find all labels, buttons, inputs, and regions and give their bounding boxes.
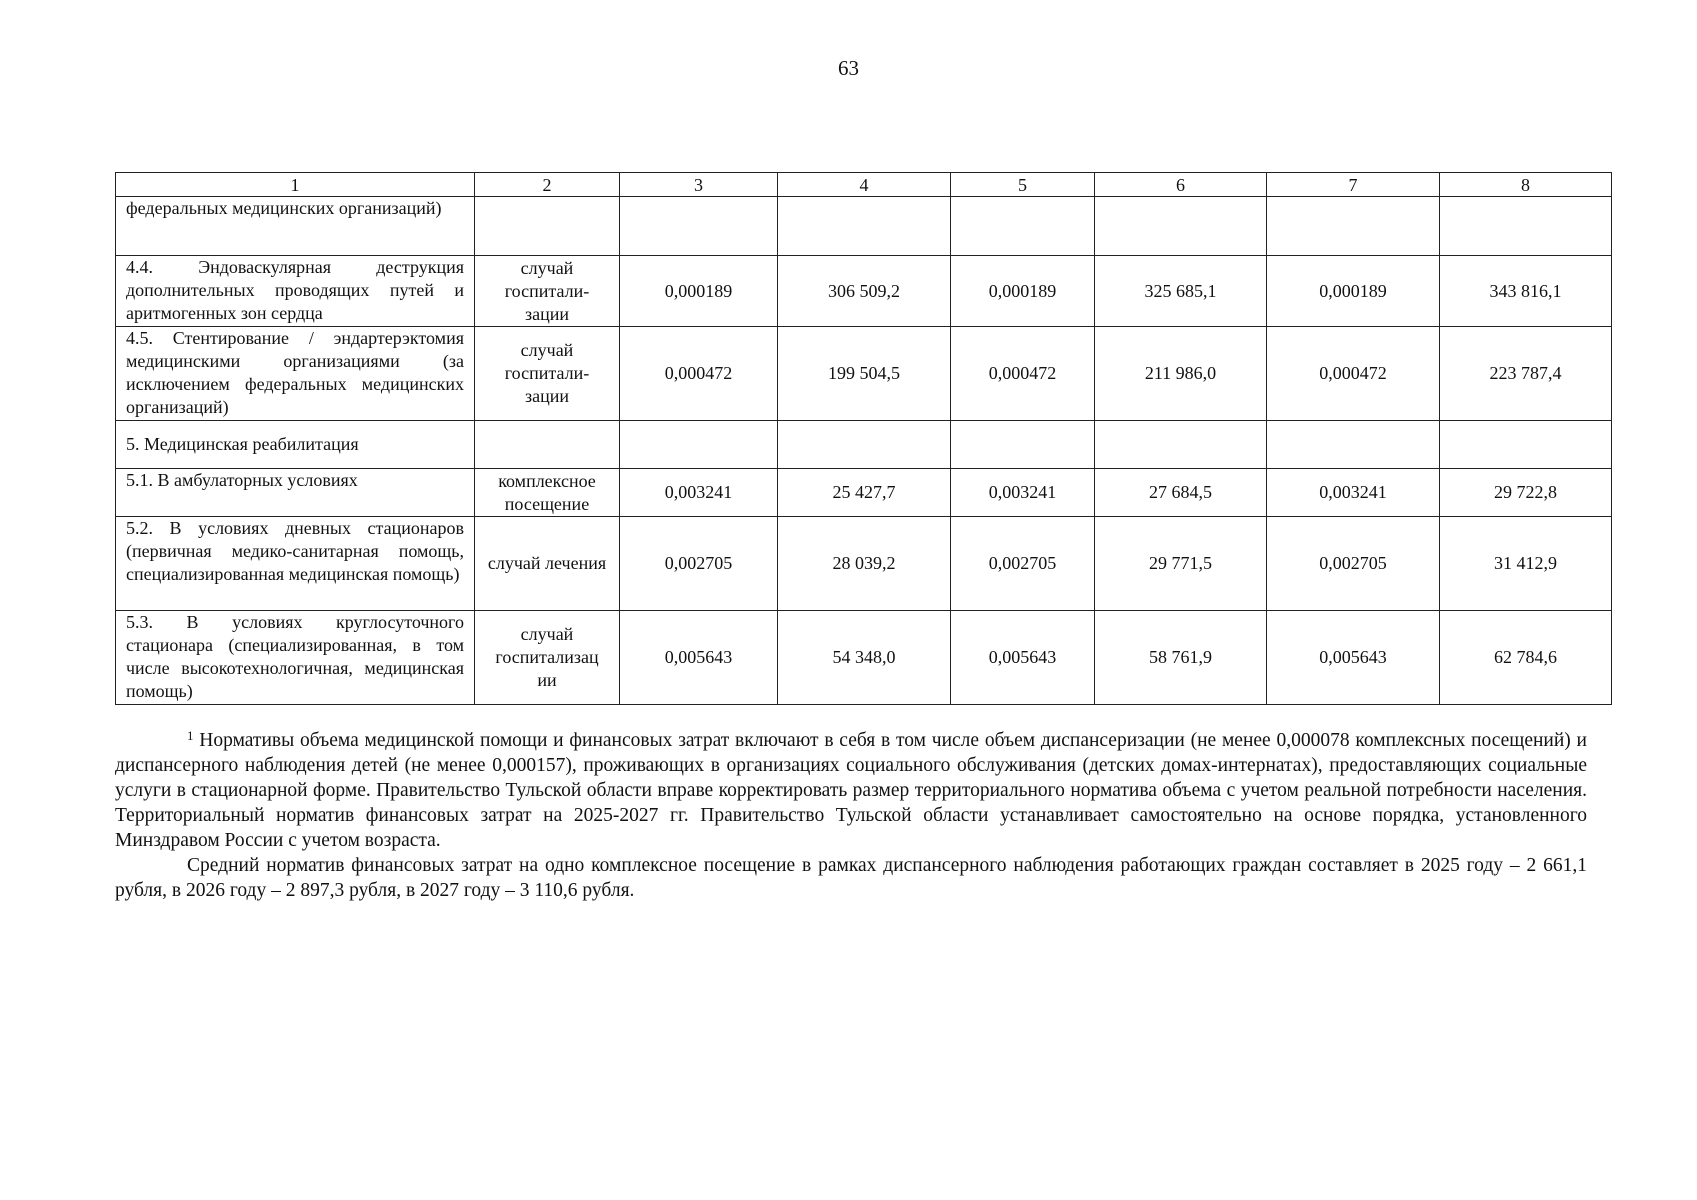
value-cell [620,197,778,256]
row-name-cell: 5.3. В условиях круглосуточного стационара (специализированная, в том числе высокотехнологичная, медицинская помощь) [116,611,475,705]
value-cell: 27 684,5 [1095,469,1267,517]
row-name-cell: 4.4. Эндоваскулярная деструкция дополнительных проводящих путей и аритмогенных зон сердца [116,256,475,327]
value-cell [778,421,951,469]
value-cell: 31 412,9 [1440,517,1612,611]
value-cell: 0,000189 [1267,256,1440,327]
value-cell: 54 348,0 [778,611,951,705]
table-row [116,421,1612,469]
header-cell: 4 [778,173,951,197]
value-cell: 0,000472 [620,327,778,421]
header-cell: 3 [620,173,778,197]
value-cell: 0,005643 [1267,611,1440,705]
value-cell: 28 039,2 [778,517,951,611]
footnote-2: Средний норматив финансовых затрат на одно комплексное посещение в рамках диспансерного наблюдения работающих граждан составляет в 2025 году – 2 661,1 рубля, в 2026 году – 2 897,3 рубля, в 2027 году – 3 110,6 рубля. [115,855,1587,901]
row-unit-cell: случай лечения [475,517,620,611]
value-cell: 199 504,5 [778,327,951,421]
table-row [116,256,1612,327]
value-cell: 0,002705 [951,517,1095,611]
value-cell: 62 784,6 [1440,611,1612,705]
row-unit-cell: случай госпитали-зации [475,327,620,421]
value-cell: 0,005643 [620,611,778,705]
value-cell: 0,002705 [620,517,778,611]
table-row [116,469,1612,517]
value-cell: 0,005643 [951,611,1095,705]
value-cell: 0,003241 [951,469,1095,517]
header-cell: 5 [951,173,1095,197]
header-cell: 2 [475,173,620,197]
table-header-row [116,173,1612,197]
value-cell [1267,421,1440,469]
value-cell: 325 685,1 [1095,256,1267,327]
value-cell: 29 722,8 [1440,469,1612,517]
row-name-cell: 5.2. В условиях дневных стационаров (первичная медико-санитарная помощь, специализированная медицинская помощь) [116,517,475,611]
row-name-cell: 5. Медицинская реабилитация [116,421,475,469]
value-cell: 0,003241 [620,469,778,517]
value-cell: 343 816,1 [1440,256,1612,327]
data-table [115,172,1612,705]
row-unit-cell [475,197,620,256]
header-cell: 6 [1095,173,1267,197]
value-cell: 0,002705 [1267,517,1440,611]
footnote-1 [115,728,1587,853]
table-row [116,197,1612,256]
value-cell: 0,000472 [1267,327,1440,421]
row-unit-cell [475,421,620,469]
value-cell [1440,197,1612,256]
table-row [116,327,1612,421]
value-cell [1267,197,1440,256]
value-cell [778,197,951,256]
table-row [116,517,1612,611]
footnote-marker: 1 [187,728,194,743]
value-cell: 25 427,7 [778,469,951,517]
value-cell [620,421,778,469]
row-name-cell: 5.1. В амбулаторных условиях [116,469,475,517]
value-cell [1440,421,1612,469]
row-name-cell: федеральных медицинских организаций) [116,197,475,256]
row-unit-cell: комплексное посещение [475,469,620,517]
header-cell: 8 [1440,173,1612,197]
page-number: 63 [838,56,859,80]
value-cell: 0,000189 [951,256,1095,327]
value-cell [1095,421,1267,469]
table-row [116,611,1612,705]
value-cell: 0,000472 [951,327,1095,421]
value-cell: 306 509,2 [778,256,951,327]
value-cell: 223 787,4 [1440,327,1612,421]
value-cell: 211 986,0 [1095,327,1267,421]
header-cell: 1 [116,173,475,197]
row-name-cell: 4.5. Стентирование / эндартерэктомия медицинскими организациями (за исключением федеральных медицинских организаций) [116,327,475,421]
footnotes [115,728,1587,903]
value-cell: 0,003241 [1267,469,1440,517]
value-cell: 0,000189 [620,256,778,327]
header-cell: 7 [1267,173,1440,197]
footnote-1-text: Нормативы объема медицинской помощи и финансовых затрат включают в себя в том числе объем диспансеризации (не менее 0,000078 комплексных посещений) и диспансерного наблюдения детей (не менее 0,000157), проживающих в организациях социального обслуживания (детских домах-интернатах), предоставляющих социальные услуги в стационарной форме. Правительство Тульской области вправе корректировать размер территориального норматива объема с учетом реальной потребности населения. Территориальный норматив финансовых затрат на 2025-2027 гг. Правительство Тульской области устанавливает самостоятельно на основе порядка, установленного Минздравом России с учетом возраста. [115,730,1587,851]
value-cell [951,197,1095,256]
value-cell: 29 771,5 [1095,517,1267,611]
value-cell [1095,197,1267,256]
row-unit-cell: случай госпитализац ии [475,611,620,705]
value-cell [951,421,1095,469]
row-unit-cell: случай госпитали-зации [475,256,620,327]
value-cell: 58 761,9 [1095,611,1267,705]
